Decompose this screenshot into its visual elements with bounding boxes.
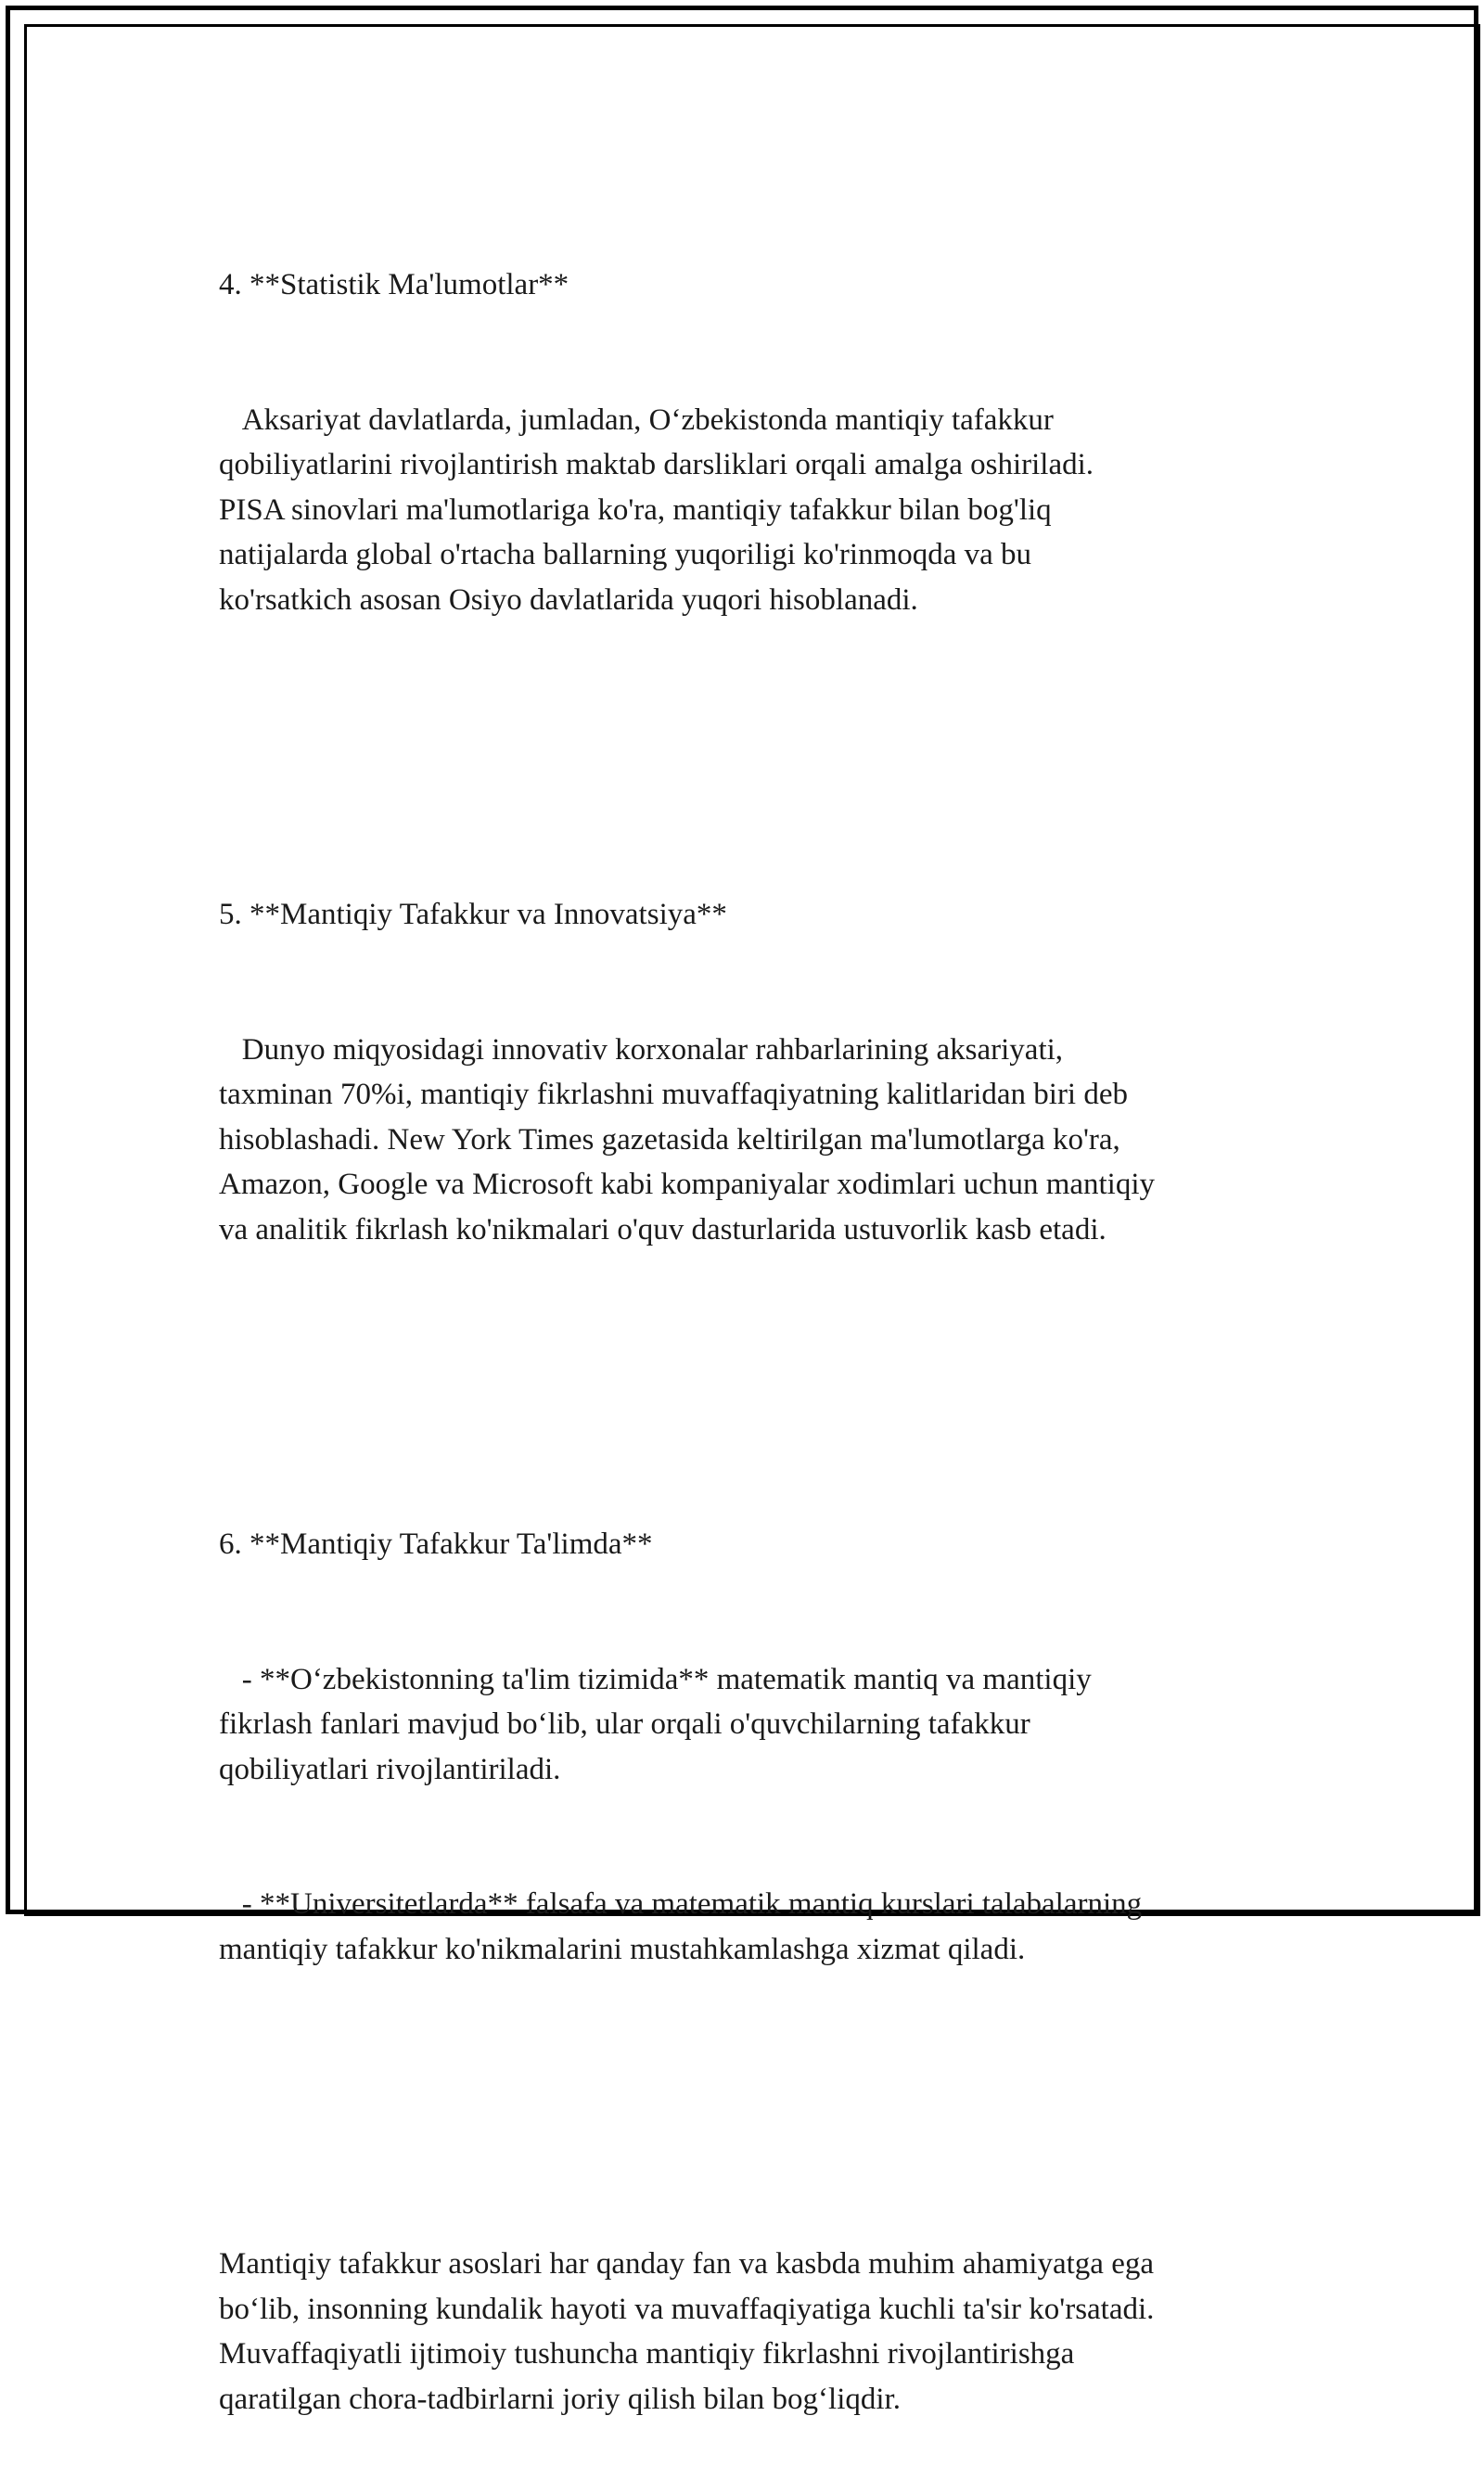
conclusion-text: Mantiqiy tafakkur asoslari har qanday fan va kasbda muhim ahamiyatga ega bo‘lib, insonning kundalik hayoti va muvaffaqiyatiga kuchli ta'sir ko'rsatadi. Muvaffaqiyatli ijtimoiy tushuncha mantiqiy fikrlashni rivojlantirishga qaratilgan chora-tadbirlarni joriy qilish bilan bog‘liqdir.	[219, 2247, 1155, 2416]
section-4-heading: 4. **Statistik Ma'lumotlar**	[219, 268, 569, 301]
paragraph-spacer	[219, 712, 1313, 758]
paragraph-spacer	[219, 1342, 1313, 1387]
section-5-heading: 5. **Mantiqiy Tafakkur va Innovatsiya**	[219, 898, 727, 931]
section-4-text: Aksariyat davlatlarda, jumladan, O‘zbekistonda mantiqiy tafakkur qobiliyatlarini rivojlantirish maktab darsliklari orqali amalga oshiriladi. PISA sinovlari ma'lumotlariga ko'ra, mantiqiy tafakkur bilan bog'liq natijalarda global o'rtacha ballarning yuqoriligi ko'rinmoqda va bu ko'rsatkich asosan Osiyo davlatlarida yuqori hisoblanadi.	[219, 403, 1094, 617]
section-6-bullet-2: - **Universitetlarda** falsafa va matematik mantiq kurslari talabalarning mantiqiy tafakkur ko'nikmalarini mustahkamlashga xizmat qiladi.	[219, 1887, 1143, 1966]
section-5-text: Dunyo miqyosidagi innovativ korxonalar rahbarlarining aksariyati, taxminan 70%i, mantiqiy fikrlashni muvaffaqiyatning kalitlaridan biri deb hisoblashadi. New York Times gazetasida keltirilgan ma'lumotlarga ko'ra, Amazon, Google va Microsoft kabi kompaniyalar xodimlari uchun mantiqiy va analitik fikrlash ko'nikmalari o'quv dasturlarida ustuvorlik kasb etadi.	[219, 1032, 1156, 1246]
document-body	[219, 173, 1313, 2467]
section-6-heading: 6. **Mantiqiy Tafakkur Ta'limda**	[219, 1527, 653, 1561]
paragraph-spacer	[219, 2062, 1313, 2107]
section-6-bullet-1: - **O‘zbekistonning ta'lim tizimida** matematik mantiq va mantiqiy fikrlash fanlari mavjud bo‘lib, ular orqali o'quvchilarning tafakkur qobiliyatlari rivojlantiriladi.	[219, 1662, 1092, 1786]
